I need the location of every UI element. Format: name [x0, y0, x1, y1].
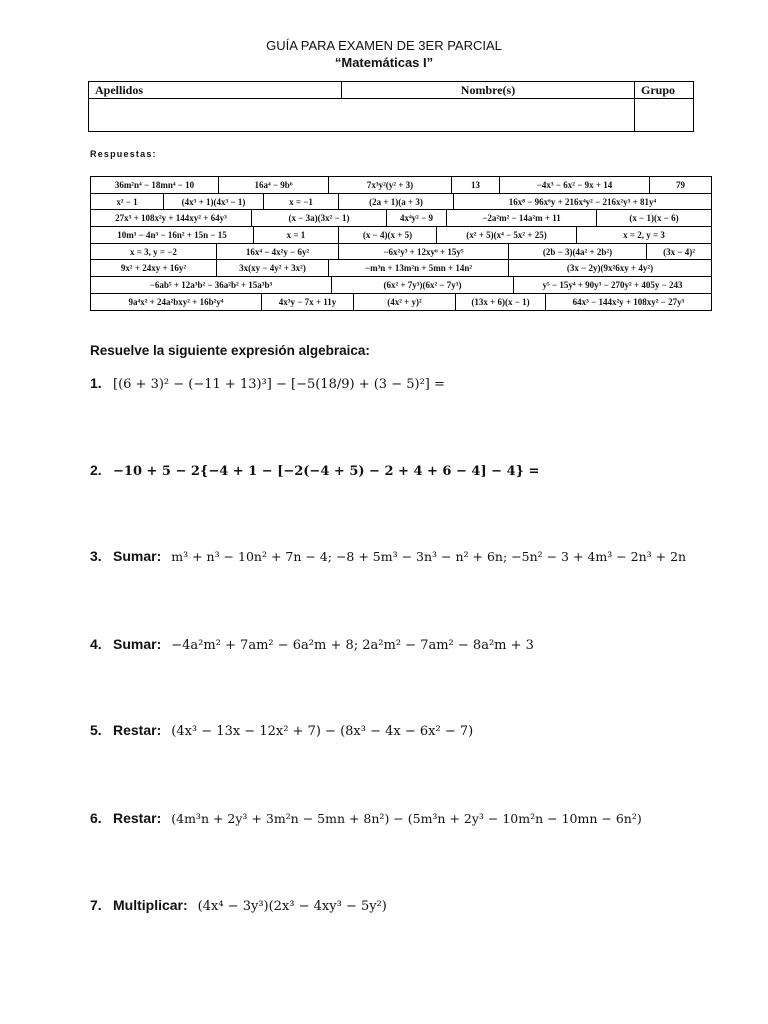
problem-1 [90, 375, 445, 392]
problem-number: 4. [90, 636, 102, 652]
answer-cell: −m³n + 13m²n + 5mn + 14n² [328, 260, 508, 276]
answer-row [90, 259, 712, 276]
problem-number: 6. [90, 810, 102, 826]
answer-cell: (4x³ + 1)(4x³ − 1) [163, 194, 263, 210]
problem-expression: −4a²m² + 7am² − 6a²m + 8; 2a²m² − 7am² − 8a²m + 3 [171, 638, 534, 653]
answer-cell: (x − 4)(x + 5) [338, 227, 436, 243]
problem-verb: Sumar: [113, 636, 162, 652]
answer-cell: (2b − 3)(4a² + 2b²) [508, 244, 646, 260]
answer-cell: x = 3, y = −2 [130, 246, 177, 257]
answer-cell: (6x² + 7y³)(6x² − 7y³) [331, 277, 513, 293]
answer-cell: x = 2, y = 3 [576, 227, 711, 243]
answer-cell: 13 [451, 177, 499, 193]
answer-cell: 3x(xy − 4y² + 3x²) [216, 260, 328, 276]
answer-cell: (x² + 5)(x⁴ − 5x² + 25) [436, 227, 576, 243]
answer-cell: −2a²m² − 14a²m + 11 [446, 210, 596, 226]
problem-verb: Restar: [113, 722, 162, 738]
answer-cell: 7x³y²(y² + 3) [328, 177, 451, 193]
answer-cell: 16x⁸ − 96x⁶y + 216x⁴y² − 216x²y³ + 81y⁴ [453, 194, 711, 210]
answer-row [90, 243, 712, 260]
nombre-header: Nombre(s) [342, 82, 635, 99]
answer-cell: 4x³y − 7x + 11y [261, 294, 353, 310]
name-field[interactable] [89, 99, 635, 132]
answer-cell: −6ab⁵ + 12a³b² − 36a²b² + 15a³b³ [149, 279, 273, 290]
document-subtitle: “Matemáticas I” [334, 55, 434, 70]
problem-expression: m³ + n³ − 10n² + 7n − 4; −8 + 5m³ − 3n³ − n² + 6n; −5n² − 3 + 4m³ − 2n³ + 2n [171, 549, 687, 564]
problem-4 [90, 636, 534, 653]
answer-cell: −6x²y³ + 12xy⁶ + 15y⁵ [338, 244, 508, 260]
problem-verb: Restar: [113, 810, 162, 826]
answer-cell: (13x + 6)(x − 1) [455, 294, 545, 310]
problem-number: 3. [90, 548, 102, 564]
answer-cell: x = 1 [253, 227, 338, 243]
answer-cell: 36m²n⁴ − 18mn⁴ − 10 [114, 179, 195, 190]
answer-cell: 79 [649, 177, 711, 193]
instructions: Resuelve la siguiente expresión algebraica: [90, 343, 370, 358]
problem-5 [90, 722, 473, 739]
problem-verb: Multiplicar: [113, 897, 188, 913]
answer-cell: 10m³ − 4n³ − 16n² + 15n − 15 [117, 229, 227, 240]
answer-cell: −4x³ − 6x² − 9x + 14 [499, 177, 649, 193]
answer-row [90, 293, 712, 311]
problem-number: 1. [90, 375, 102, 391]
document-title: GUÍA PARA EXAMEN DE 3ER PARCIAL [266, 38, 502, 53]
answers-table [90, 176, 712, 311]
answers-label: Respuestas: [90, 149, 157, 159]
problem-expression: (4x³ − 13x − 12x² + 7) − (8x³ − 4x − 6x² − 7) [171, 724, 474, 739]
problem-number: 2. [90, 462, 102, 478]
student-info-table [88, 81, 694, 132]
answer-cell: (4x² + y)² [353, 294, 455, 310]
answer-cell: (x − 3a)(3x² − 1) [251, 210, 386, 226]
problem-2 [90, 462, 539, 479]
answer-cell: 16x⁴ − 4x²y − 6y² [216, 244, 338, 260]
answer-cell: 16a⁴ − 9b⁶ [218, 177, 328, 193]
problem-number: 7. [90, 897, 102, 913]
answer-row [90, 276, 712, 293]
answer-cell: 27x³ + 108x²y + 144xy² + 64y³ [115, 213, 227, 224]
problem-verb: Sumar: [113, 548, 162, 564]
apellidos-header: Apellidos [89, 82, 342, 99]
problem-number: 5. [90, 722, 102, 738]
answer-row [90, 226, 712, 243]
answer-cell: x = −1 [263, 194, 338, 210]
answer-cell: x² − 1 [116, 196, 138, 207]
problem-expression: (4m³n + 2y³ + 3m²n − 5mn + 8n²) − (5m³n + 2y³ − 10m²n − 10mn − 6n²) [171, 811, 642, 826]
answer-cell: (3x − 2y)(9x²6xy + 4y²) [508, 260, 711, 276]
group-field[interactable] [635, 99, 694, 132]
answer-cell: 9a⁴x² + 24a²bxy² + 16b²y⁴ [128, 296, 224, 307]
problem-3 [90, 548, 686, 564]
answer-cell: 9x² + 24xy + 16y² [120, 263, 187, 274]
answer-cell: y⁵ − 15y⁴ + 90y³ − 270y² + 405y − 243 [513, 277, 711, 293]
answer-cell: 64x³ − 144x²y + 108xy² − 27y³ [545, 294, 711, 310]
answer-row [90, 209, 712, 226]
problem-expression: [(6 + 3)² − (−11 + 13)³] − [−5(18/9) + (3 − 5)²] = [113, 377, 445, 392]
answer-cell: (x − 1)(x − 6) [596, 210, 711, 226]
answer-cell: 4x⁴y² − 9 [386, 210, 446, 226]
answer-row [90, 176, 712, 193]
problem-6 [90, 810, 642, 826]
problem-expression: −10 + 5 − 2{−4 + 1 − [−2(−4 + 5) − 2 + 4 + 6 − 4] − 4} = [113, 464, 540, 479]
answer-cell: (3x − 4)² [646, 244, 711, 260]
grupo-header: Grupo [635, 82, 694, 99]
answer-cell: (2a + 1)(a + 3) [338, 194, 453, 210]
problem-expression: (4x⁴ − 3y³)(2x³ − 4xy³ − 5y²) [197, 899, 387, 914]
answer-row [90, 193, 712, 210]
problem-7 [90, 897, 387, 914]
